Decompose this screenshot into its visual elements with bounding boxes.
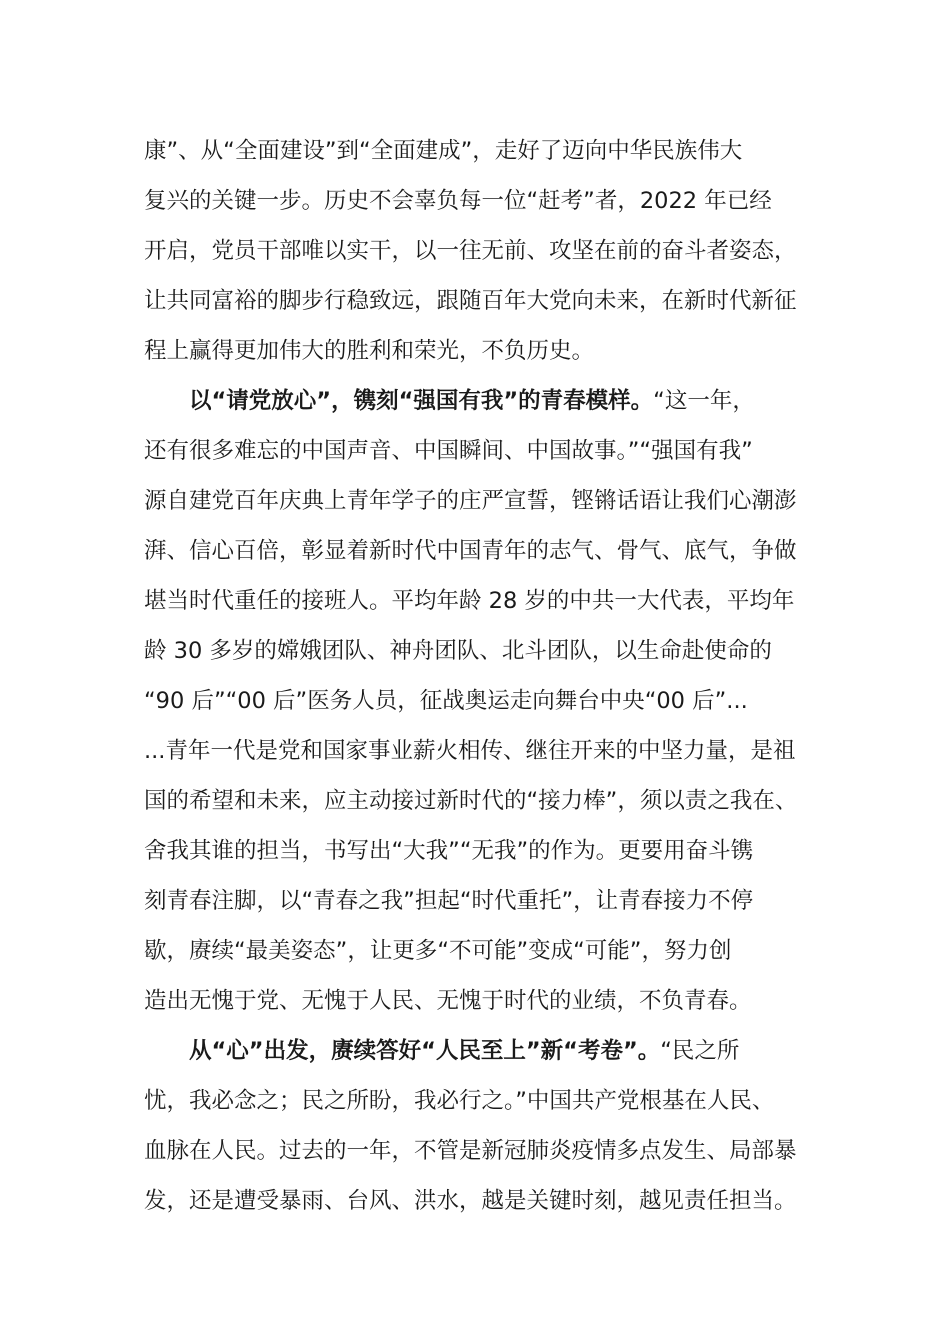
- text-line: 忧，我必念之；民之所盼，我必行之。”中国共产党根基在人民、: [144, 1088, 775, 1114]
- text-line: 湃、信心百倍，彰显着新时代中国青年的志气、骨气、底气，争做: [144, 538, 797, 564]
- paragraph-people: [144, 1026, 806, 1226]
- text-line: ...青年一代是党和国家事业薪火相传、继往开来的中坚力量，是祖: [144, 738, 796, 764]
- document-body: [144, 126, 806, 1226]
- text-line: 堪当时代重任的接班人。平均年龄 28 岁的中共一大代表，平均年: [144, 588, 795, 614]
- text-line: 舍我其谁的担当，书写出“大我”“无我”的作为。更要用奋斗镌: [144, 838, 754, 864]
- text-line: 让共同富裕的脚步行稳致远，跟随百年大党向未来，在新时代新征: [144, 288, 797, 314]
- text-line: 血脉在人民。过去的一年，不管是新冠肺炎疫情多点发生、局部暴: [144, 1138, 797, 1164]
- text-line: 歇，赓续“最美姿态”，让更多“不可能”变成“可能”，努力创: [144, 938, 732, 964]
- text-line: [144, 1026, 806, 1076]
- text-line: 源自建党百年庆典上青年学子的庄严宣誓，铿锵话语让我们心潮澎: [144, 488, 797, 514]
- text-line: 国的希望和未来，应主动接过新时代的“接力棒”，须以责之我在、: [144, 788, 798, 814]
- text-line: 造出无愧于党、无愧于人民、无愧于时代的业绩，不负青春。: [144, 988, 752, 1014]
- paragraph-text: “民之所: [660, 1038, 740, 1064]
- text-line: 龄 30 多岁的嫦娥团队、神舟团队、北斗团队，以生命赴使命的: [144, 638, 772, 664]
- paragraph-heading: 以“请党放心”，镌刻“强国有我”的青春模样。: [189, 388, 654, 414]
- text-line: 刻青春注脚，以“青春之我”担起“时代重托”，让青春接力不停: [144, 888, 754, 914]
- text-line: 发，还是遭受暴雨、台风、洪水，越是关键时刻，越见责任担当。: [144, 1188, 797, 1214]
- text-line: 还有很多难忘的中国声音、中国瞬间、中国故事。”“强国有我”: [144, 438, 753, 464]
- text-line: “90 后”“00 后”医务人员，征战奥运走向舞台中央“00 后”...: [144, 688, 748, 714]
- paragraph-heading: 从“心”出发，赓续答好“人民至上”新“考卷”。: [189, 1038, 661, 1064]
- text-line: 程上赢得更加伟大的胜利和荣光，不负历史。: [144, 338, 595, 364]
- paragraph-text: “这一年，: [653, 388, 755, 414]
- text-line: 开启，党员干部唯以实干，以一往无前、攻坚在前的奋斗者姿态，: [144, 238, 797, 264]
- paragraph-history: [144, 126, 806, 376]
- paragraph-youth: [144, 376, 806, 1026]
- text-line: [144, 376, 806, 426]
- text-line: 康”、从“全面建设”到“全面建成”，走好了迈向中华民族伟大: [144, 138, 743, 164]
- text-line: 复兴的关键一步。历史不会辜负每一位“赶考”者，2022 年已经: [144, 188, 772, 214]
